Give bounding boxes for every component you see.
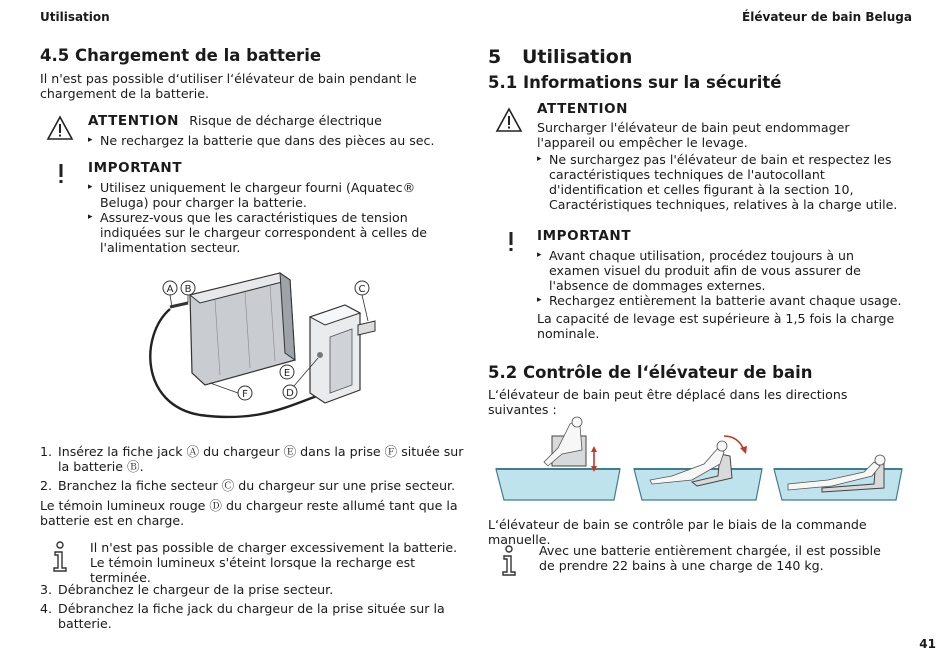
important-item: ▸ Utilisez uniquement le chargeur fourni (Aquatec® Beluga) pour charger la batterie. <box>88 180 463 210</box>
attention-item: ▸ Ne surchargez pas l'élévateur de bain et respectez les caractéristiques techniques de l'autocollant d'identification et celles figurant à la section 10, Caractéristiques techniques, relatives à la charge utile. <box>537 152 905 212</box>
step-item: 4. Débranchez la fiche jack du chargeur de la prise située sur la batterie. <box>40 601 445 631</box>
warning-triangle-icon <box>495 107 523 133</box>
section-title-5-2: 5.2 Contrôle de l‘élévateur de bain <box>488 363 813 382</box>
attention-text: Surcharger l'élévateur de bain peut endommager l'appareil ou empêcher le levage. <box>537 120 850 150</box>
step-item: 1. Insérez la fiche jack Ⓐ du chargeur Ⓔ dans la prise Ⓕ située sur la batterie Ⓑ. <box>40 444 464 474</box>
battery-charger-illustration <box>130 265 390 425</box>
step-item: 3. Débranchez le chargeur de la prise secteur. <box>40 582 334 597</box>
important-label: IMPORTANT <box>88 160 183 176</box>
lifting-capacity-text: La capacité de levage est supérieure à 1,5 fois la charge nominale. <box>537 311 895 341</box>
info-icon <box>499 545 519 577</box>
chapter-number: 5 <box>488 46 502 68</box>
left-intro: Il n'est pas possible d‘utiliser l‘élévateur de bain pendant le chargement de la batterie. <box>40 71 417 101</box>
led-note: Le témoin lumineux rouge Ⓓ du chargeur reste allumé tant que la batterie est en charge. <box>40 498 458 528</box>
right-important-block <box>537 228 905 341</box>
exclamation-icon <box>506 231 516 253</box>
callout-e: E <box>283 368 291 379</box>
chapter-title: Utilisation <box>522 46 633 68</box>
right-info-text: Avec une batterie entièrement chargée, il est possible de prendre 22 bains à une charge de 140 kg. <box>539 543 881 573</box>
callout-a: A <box>166 284 174 295</box>
left-attention-block <box>88 110 468 148</box>
section-title-5-1: 5.1 Informations sur la sécurité <box>488 73 782 92</box>
step-item: 2. Branchez la fiche secteur Ⓒ du chargeur sur une prise secteur. <box>40 478 456 493</box>
attention-label: ATTENTION <box>537 101 629 117</box>
info-icon <box>50 541 70 573</box>
callout-c: C <box>358 284 366 295</box>
steps-list-b <box>40 582 465 635</box>
callout-f: F <box>242 389 248 400</box>
page-number: 41 <box>919 637 936 651</box>
important-item: ▸ Avant chaque utilisation, procédez toujours à un examen visuel du produit afin de vous assurer de l'absence de dommages externes. <box>537 248 905 293</box>
attention-item: ▸ Ne rechargez la batterie que dans des pièces au sec. <box>88 133 468 148</box>
steps-list-a <box>40 444 465 497</box>
important-label: IMPORTANT <box>537 228 632 244</box>
warning-triangle-icon <box>46 115 74 141</box>
section2-intro: L‘élévateur de bain peut être déplacé dans les directions suivantes : <box>488 387 848 417</box>
header-left: Utilisation <box>40 10 110 24</box>
left-important-block <box>88 160 463 255</box>
left-info-text: Il n'est pas possible de charger excessivement la batterie. Le témoin lumineux s'éteint lorsque la recharge est terminée. <box>90 540 458 585</box>
header-right: Élévateur de bain Beluga <box>742 10 912 24</box>
section2-after: L‘élévateur de bain se contrôle par le biais de la commande manuelle. <box>488 517 867 547</box>
attention-text: Risque de décharge électrique <box>189 113 382 128</box>
exclamation-icon <box>56 163 66 185</box>
bath-lift-positions-illustration <box>492 414 904 506</box>
important-item: ▸ Rechargez entièrement la batterie avant chaque usage. <box>537 293 905 308</box>
right-attention-block <box>537 101 905 212</box>
attention-label: ATTENTION <box>88 113 180 129</box>
important-item: ▸ Assurez-vous que les caractéristiques de tension indiquées sur le chargeur correspondent à celles de l'alimentation secteur. <box>88 210 463 255</box>
callout-b: B <box>184 284 192 295</box>
callout-d: D <box>286 388 294 399</box>
section-title-4-5: 4.5 Chargement de la batterie <box>40 46 322 65</box>
